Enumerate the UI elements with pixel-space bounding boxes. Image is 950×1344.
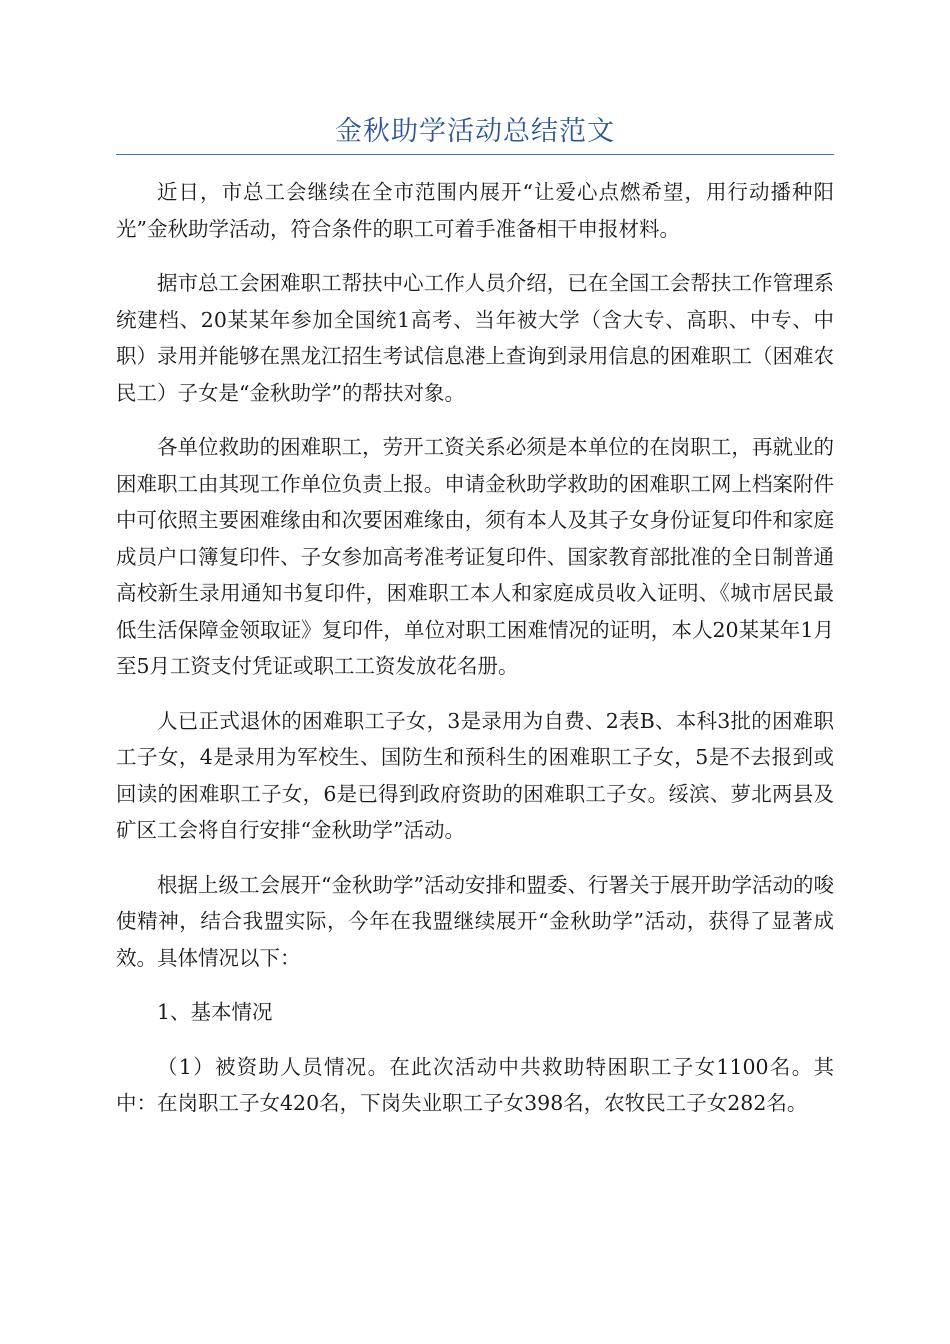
document-title: 金秋助学活动总结范文 (335, 116, 615, 147)
paragraph: 根据上级工会展开“金秋助学”活动安排和盟委、行署关于展开助学活动的唆使精神，结合我盟实际，今年在我盟继续展开“金秋助学”活动，获得了显著成效。具体情况以下： (116, 872, 834, 970)
paragraph: 近日，市总工会继续在全市范围内展开“让爱心点燃希望，用行动播种阳光”金秋助学活动，符合条件的职工可着手准备相干申报材料。 (116, 180, 834, 241)
document-body (116, 174, 834, 1140)
paragraph: 据市总工会困难职工帮扶中心工作人员介绍，已在全国工会帮扶工作管理系统建档、20某某年参加全国统1高考、当年被大学（含大专、高职、中专、中职）录用并能够在黑龙江招生考试信息港上查询到录用信息的困难职工（困难农民工）子女是“金秋助学”的帮扶对象。 (116, 271, 834, 405)
paragraph: （1）被资助人员情况。在此次活动中共救助特困职工子女1100名。其中：在岗职工子女420名，下岗失业职工子女398名，农牧民工子女282名。 (116, 1054, 834, 1115)
title-underline (116, 154, 834, 155)
paragraph: 各单位救助的困难职工，劳开工资关系必须是本单位的在岗职工，再就业的困难职工由其现工作单位负责上报。申请金秋助学救助的困难职工网上档案附件中可依照主要困难缘由和次要困难缘由，须有本人及其子女身份证复印件和家庭成员户口簿复印件、子女参加高考准考证复印件、国家教育部批准的全日制普通高校新生录用通知书复印件，困难职工本人和家庭成员收入证明、《城市居民最低生活保障金领取证》复印件，单位对职工困难情况的证明，本人20某某年1月至5月工资支付凭证或职工工资发放花名册。 (116, 435, 834, 678)
section-heading: 1、基本情况 (157, 1000, 273, 1024)
paragraph: 人已正式退休的困难职工子女，3是录用为自费、2表B、本科3批的困难职工子女，4是录用为军校生、国防生和预科生的困难职工子女，5是不去报到或回读的困难职工子女，6是已得到政府资助的困难职工子女。绥滨、萝北两县及矿区工会将自行安排“金秋助学”活动。 (116, 708, 834, 842)
